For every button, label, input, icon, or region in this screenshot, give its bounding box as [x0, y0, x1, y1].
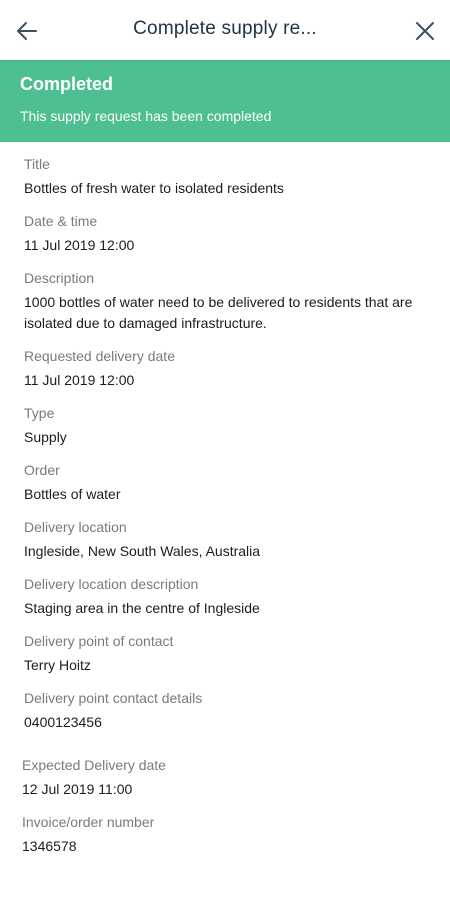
field-requested-delivery-date: [0, 346, 450, 391]
top-app-bar: [0, 0, 450, 60]
field-value: 11 Jul 2019 12:00: [24, 372, 135, 388]
field-value: Bottles of fresh water to isolated residents: [24, 180, 284, 196]
field-expected-delivery-date: [0, 755, 450, 800]
field-label: Delivery point contact details: [24, 690, 203, 706]
field-label: Expected Delivery date: [22, 757, 166, 773]
status-banner: [0, 60, 450, 142]
field-label: Type: [24, 405, 55, 421]
field-value: 1000 bottles of water need to be delivered to residents that are isolated due to damaged infrastructure.: [24, 294, 413, 331]
field-label: Delivery location: [24, 519, 127, 535]
field-label: Date & time: [24, 213, 98, 229]
field-type: [0, 403, 450, 448]
section-gap: [0, 733, 450, 743]
field-label: Invoice/order number: [22, 814, 155, 830]
field-label: Title: [24, 156, 50, 172]
close-icon: [415, 21, 435, 41]
field-delivery-location-description: [0, 574, 450, 619]
field-delivery-point-contact-details: [0, 688, 450, 733]
field-value: Supply: [24, 429, 67, 445]
field-order: [0, 460, 450, 505]
field-value: 11 Jul 2019 12:00: [24, 237, 135, 253]
page-title: Complete supply re...: [133, 18, 317, 39]
details-list[interactable]: [0, 142, 450, 900]
field-value: Terry Hoitz: [24, 657, 91, 673]
field-value: Staging area in the centre of Ingleside: [24, 600, 260, 616]
field-value: 1346578: [22, 838, 77, 854]
field-description: [0, 268, 450, 334]
status-title: Completed: [20, 74, 114, 94]
field-label: Description: [24, 270, 95, 286]
field-label: Order: [24, 462, 60, 478]
field-value: 12 Jul 2019 11:00: [22, 781, 133, 797]
field-label: Requested delivery date: [24, 348, 175, 364]
field-delivery-point-of-contact: [0, 631, 450, 676]
field-title: [0, 154, 450, 199]
field-label: Delivery point of contact: [24, 633, 174, 649]
status-message: This supply request has been completed: [20, 108, 272, 124]
field-value: Ingleside, New South Wales, Australia: [24, 543, 261, 559]
field-label: Delivery location description: [24, 576, 199, 592]
field-delivery-location: [0, 517, 450, 562]
field-value: Bottles of water: [24, 486, 121, 502]
field-date-time: [0, 211, 450, 256]
field-value: 0400123456: [24, 714, 102, 730]
close-button[interactable]: [410, 16, 440, 46]
field-invoice-order-number: [0, 812, 450, 857]
